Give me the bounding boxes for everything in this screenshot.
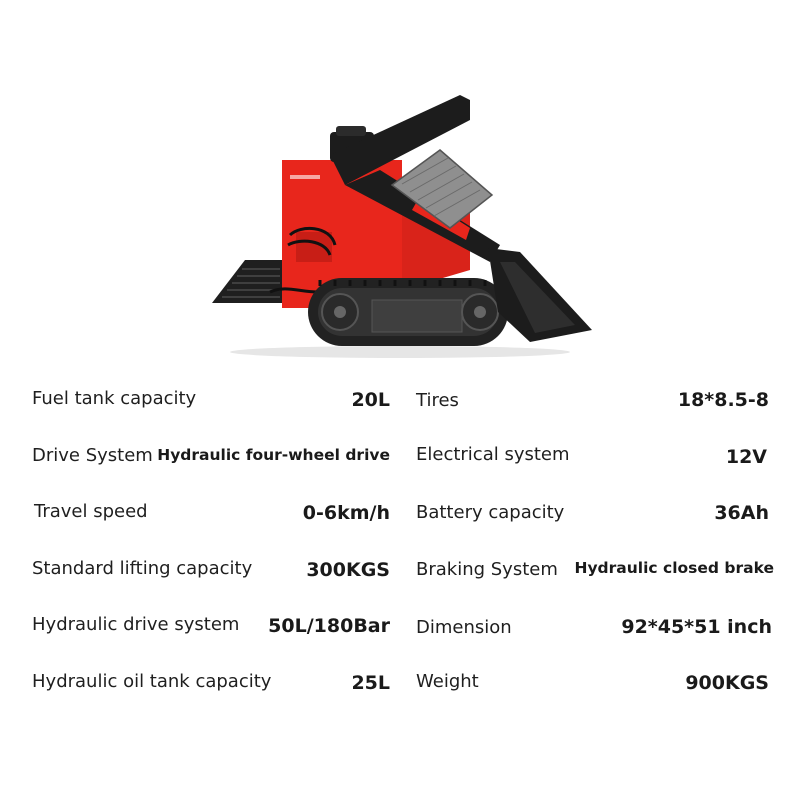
spec-label: Travel speed (34, 501, 148, 522)
ground-shadow (230, 346, 570, 358)
spec-label: Weight (416, 671, 479, 692)
spec-value: 12V (725, 446, 767, 468)
spec-value: 25L (351, 672, 390, 694)
spec-label: Standard lifting capacity (32, 558, 253, 579)
spec-label: Battery capacity (416, 502, 565, 523)
rear-platform (212, 260, 282, 303)
spec-label: Hydraulic oil tank capacity (32, 671, 272, 692)
spec-value: Hydraulic four-wheel drive (157, 446, 390, 464)
spec-value: 900KGS (685, 672, 769, 694)
spec-label: Hydraulic drive system (32, 614, 240, 635)
spec-value: 92*45*51 inch (621, 616, 772, 638)
mini-skid-steer-loader-image (200, 90, 600, 360)
spec-value: 18*8.5-8 (677, 389, 769, 411)
spec-value: 50L/180Bar (268, 615, 390, 637)
spec-value: Hydraulic closed brake (574, 559, 774, 577)
crawler-track (308, 278, 508, 346)
spec-label: Drive System (32, 445, 153, 466)
spec-label: Braking System (416, 559, 558, 580)
spec-label: Electrical system (416, 444, 570, 465)
spec-value: 300KGS (306, 559, 390, 581)
spec-label: Tires (416, 390, 459, 411)
spec-value: 36Ah (714, 502, 769, 524)
spec-value: 20L (351, 389, 390, 411)
specification-table (0, 372, 800, 712)
spec-label: Fuel tank capacity (32, 388, 197, 409)
spec-value: 0-6km/h (302, 502, 390, 524)
spec-label: Dimension (416, 617, 512, 638)
